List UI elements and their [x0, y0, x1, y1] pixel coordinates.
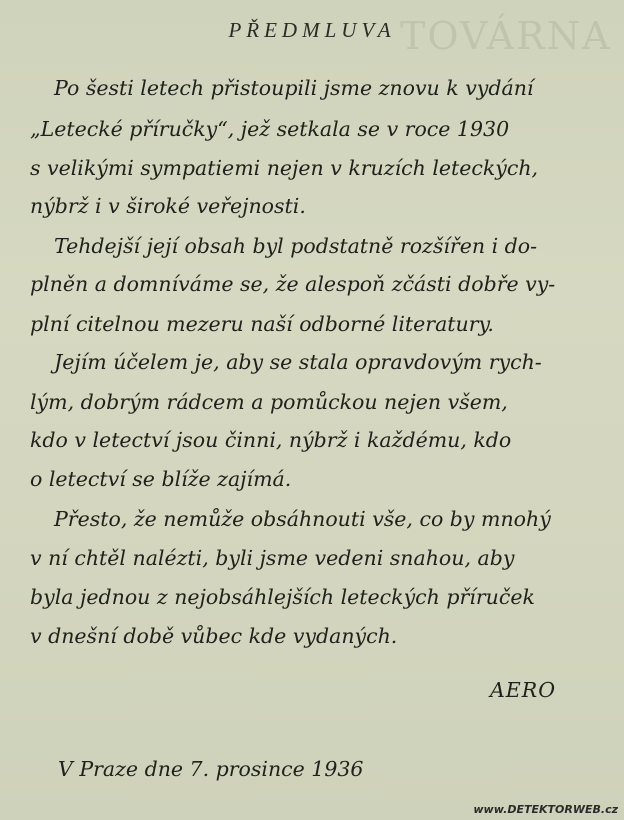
paragraph-line: „Letecké příručky“, jež setkala se v roce 1930: [30, 117, 510, 141]
paragraph-line: s velikými sympatiemi nejen v kruzích leteckých,: [30, 156, 539, 180]
signature: AERO: [490, 678, 557, 702]
paragraph-line: Tehdejší její obsah byl podstatně rozšířen i do-: [54, 234, 538, 258]
paragraph-line: nýbrž i v široké veřejnosti.: [30, 194, 306, 218]
paragraph-line: o letectví se blíže zajímá.: [30, 467, 292, 491]
paragraph-line: byla jednou z nejobsáhlejších leteckých příruček: [30, 585, 535, 609]
watermark: www.DETEKTORWEB.cz: [473, 803, 618, 816]
paragraph-line: plněn a domníváme se, že alespoň zčásti dobře vy-: [30, 272, 556, 296]
paragraph-line: Jejím účelem je, aby se stala opravdovým rych-: [54, 350, 542, 374]
bleed-through-text: TOVÁRNA: [400, 14, 612, 58]
paragraph-line: Přesto, že nemůže obsáhnouti vše, co by mnohý: [54, 507, 551, 531]
page-title: PŘEDMLUVA: [228, 18, 396, 42]
place-date: V Praze dne 7. prosince 1936: [58, 757, 364, 781]
paragraph-line: lým, dobrým rádcem a pomůckou nejen všem,: [30, 390, 508, 414]
paragraph-line: v dnešní době vůbec kde vydaných.: [30, 624, 398, 648]
paragraph-line: kdo v letectví jsou činni, nýbrž i každému, kdo: [30, 428, 512, 452]
paragraph-line: plní citelnou mezeru naší odborné literatury.: [30, 312, 494, 336]
paragraph-line: Po šesti letech přistoupili jsme znovu k vydání: [54, 76, 534, 100]
paragraph-line: v ní chtěl nalézti, byli jsme vedeni snahou, aby: [30, 546, 515, 570]
